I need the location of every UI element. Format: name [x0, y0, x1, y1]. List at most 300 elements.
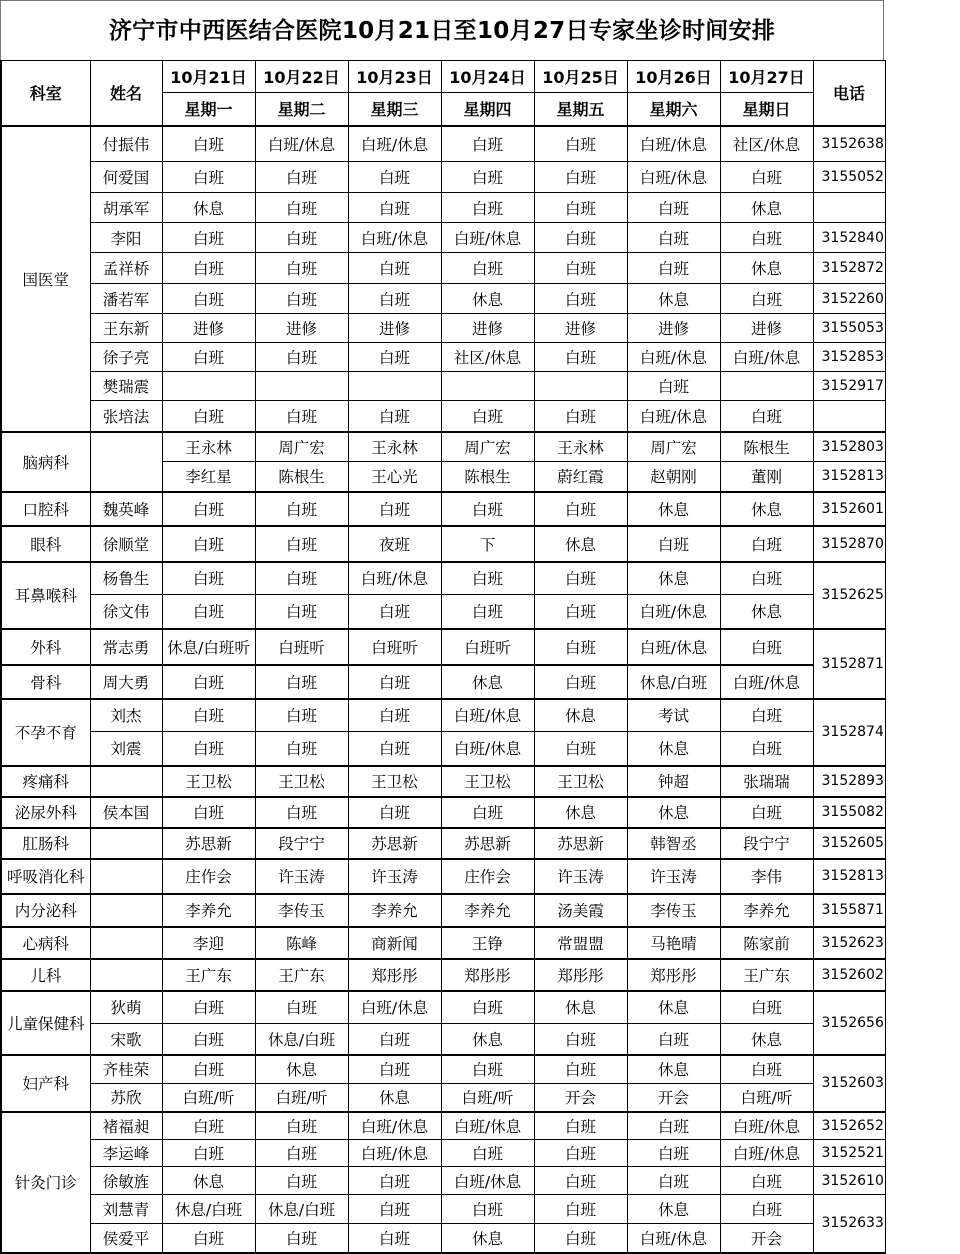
name-cell: 徐顺堂 — [90, 526, 162, 562]
schedule-cell: 白班 — [162, 223, 255, 253]
schedule-cell: 白班/听 — [441, 1084, 534, 1112]
name-cell: 侯本国 — [90, 797, 162, 828]
table-row — [1, 193, 885, 223]
schedule-cell: 陈根生 — [255, 462, 348, 492]
schedule-cell: 白班/休息 — [720, 1140, 813, 1167]
schedule-cell: 白班 — [720, 629, 813, 665]
table-row — [1, 526, 885, 562]
schedule-cell: 白班 — [720, 526, 813, 562]
phone-cell: 3152840 — [813, 223, 885, 253]
schedule-cell: 段宁宁 — [720, 828, 813, 859]
phone-cell: 3152813 — [813, 859, 885, 894]
phone-cell: 3155871 — [813, 894, 885, 927]
schedule-cell: 白班 — [348, 1195, 441, 1224]
schedule-cell: 苏思新 — [162, 828, 255, 859]
dept-cell: 疼痛科 — [1, 766, 90, 797]
schedule-cell: 休息 — [720, 253, 813, 284]
schedule-cell: 王铮 — [441, 927, 534, 959]
schedule-cell: 休息 — [627, 562, 720, 595]
schedule-cell: 白班 — [255, 732, 348, 766]
schedule-cell: 白班 — [348, 1224, 441, 1253]
schedule-cell: 周广宏 — [255, 432, 348, 462]
table-row — [1, 372, 885, 401]
name-cell: 徐敏旌 — [90, 1167, 162, 1195]
schedule-cell: 社区/休息 — [720, 126, 813, 162]
schedule-cell: 白班 — [255, 193, 348, 223]
schedule-cell: 王卫松 — [534, 766, 627, 797]
schedule-cell: 白班 — [534, 401, 627, 432]
schedule-cell: 白班 — [720, 284, 813, 314]
phone-cell: 3152638 — [813, 126, 885, 162]
schedule-cell: 白班/休息 — [348, 223, 441, 253]
name-cell — [90, 828, 162, 859]
weekday-header: 星期二 — [255, 93, 348, 126]
schedule-cell: 白班 — [255, 162, 348, 193]
date-header: 10月26日 — [627, 61, 720, 93]
schedule-cell: 考试 — [627, 699, 720, 732]
schedule-cell: 白班 — [627, 1167, 720, 1195]
dept-cell: 脑病科 — [1, 432, 90, 492]
schedule-cell: 白班 — [534, 343, 627, 372]
schedule-cell: 王卫松 — [441, 766, 534, 797]
schedule-cell: 王永林 — [348, 432, 441, 462]
schedule-cell: 白班/休息 — [627, 1224, 720, 1253]
schedule-cell: 陈根生 — [441, 462, 534, 492]
dept-cell: 妇产科 — [1, 1055, 90, 1112]
schedule-cell: 白班 — [162, 126, 255, 162]
weekday-header: 星期四 — [441, 93, 534, 126]
table-row — [1, 828, 885, 859]
schedule-cell: 白班/休息 — [255, 126, 348, 162]
schedule-cell: 白班 — [441, 1140, 534, 1167]
schedule-cell: 马艳晴 — [627, 927, 720, 959]
schedule-cell: 白班 — [441, 1055, 534, 1084]
schedule-cell: 白班 — [255, 797, 348, 828]
table-row — [1, 927, 885, 959]
schedule-cell: 白班 — [627, 526, 720, 562]
schedule-cell: 休息/白班 — [627, 665, 720, 699]
name-cell — [90, 959, 162, 991]
schedule-cell: 白班/休息 — [348, 1140, 441, 1167]
schedule-cell — [441, 372, 534, 401]
schedule-cell: 白班/休息 — [441, 1167, 534, 1195]
phone-cell: 3152605 — [813, 828, 885, 859]
schedule-cell: 休息 — [627, 732, 720, 766]
dept-cell: 肛肠科 — [1, 828, 90, 859]
schedule-cell — [162, 372, 255, 401]
schedule-cell: 休息 — [627, 284, 720, 314]
schedule-cell: 白班 — [255, 1112, 348, 1140]
table-row — [1, 1195, 885, 1224]
schedule-cell: 陈根生 — [720, 432, 813, 462]
schedule-cell: 白班 — [441, 126, 534, 162]
schedule-cell: 白班 — [162, 665, 255, 699]
schedule-cell: 白班 — [534, 253, 627, 284]
phone-cell: 3152853 — [813, 343, 885, 372]
dept-cell: 内分泌科 — [1, 894, 90, 927]
schedule-cell: 休息 — [441, 665, 534, 699]
schedule-cell — [255, 372, 348, 401]
table-row — [1, 1024, 885, 1055]
schedule-cell: 白班 — [162, 1224, 255, 1253]
schedule-cell: 白班 — [348, 1024, 441, 1055]
schedule-cell: 白班 — [534, 732, 627, 766]
name-cell: 褚福昶 — [90, 1112, 162, 1140]
table-row — [1, 894, 885, 927]
phone-cell: 3152603 — [813, 1055, 885, 1112]
table-row — [1, 665, 885, 699]
name-cell: 齐桂荣 — [90, 1055, 162, 1084]
schedule-cell: 开会 — [627, 1084, 720, 1112]
schedule-cell: 休息/白班 — [255, 1195, 348, 1224]
schedule-cell: 汤美霞 — [534, 894, 627, 927]
name-cell — [90, 766, 162, 797]
schedule-cell: 休息/白班 — [255, 1024, 348, 1055]
table-row — [1, 991, 885, 1024]
schedule-cell: 李红星 — [162, 462, 255, 492]
schedule-cell: 白班 — [162, 526, 255, 562]
schedule-cell: 白班 — [720, 1195, 813, 1224]
phone-cell: 3152870 — [813, 526, 885, 562]
name-cell: 杨鲁生 — [90, 562, 162, 595]
name-cell: 常志勇 — [90, 629, 162, 665]
schedule-cell: 白班听 — [441, 629, 534, 665]
schedule-cell: 白班 — [720, 1167, 813, 1195]
name-cell: 孟祥桥 — [90, 253, 162, 284]
schedule-cell: 白班 — [255, 343, 348, 372]
table-row — [1, 253, 885, 284]
phone-cell: 3152874 — [813, 699, 885, 766]
name-cell: 狄萌 — [90, 991, 162, 1024]
phone-cell: 3152260 — [813, 284, 885, 314]
schedule-cell: 进修 — [627, 314, 720, 343]
schedule-cell: 白班 — [348, 253, 441, 284]
schedule-cell: 夜班 — [348, 526, 441, 562]
schedule-cell: 白班 — [162, 1140, 255, 1167]
schedule-cell: 白班 — [720, 991, 813, 1024]
table-row — [1, 562, 885, 595]
schedule-cell: 白班 — [348, 343, 441, 372]
name-cell: 潘若军 — [90, 284, 162, 314]
schedule-cell: 进修 — [255, 314, 348, 343]
schedule-cell: 白班 — [441, 193, 534, 223]
name-cell: 刘慧青 — [90, 1195, 162, 1224]
schedule-cell: 白班 — [255, 253, 348, 284]
dept-cell: 国医堂 — [1, 126, 90, 432]
schedule-cell: 许玉涛 — [534, 859, 627, 894]
weekday-header: 星期一 — [162, 93, 255, 126]
schedule-cell: 白班 — [162, 343, 255, 372]
weekday-header: 星期六 — [627, 93, 720, 126]
schedule-cell: 休息 — [627, 991, 720, 1024]
phone-cell: 3152521 — [813, 1140, 885, 1167]
schedule-cell: 白班 — [348, 162, 441, 193]
schedule-cell: 白班 — [162, 1112, 255, 1140]
table-row — [1, 629, 885, 665]
dept-cell: 不孕不育 — [1, 699, 90, 766]
schedule-cell: 白班/休息 — [441, 223, 534, 253]
schedule-cell: 白班 — [720, 732, 813, 766]
schedule-cell: 白班 — [627, 223, 720, 253]
phone-cell: 3152602 — [813, 959, 885, 991]
schedule-cell: 白班/休息 — [627, 629, 720, 665]
schedule-cell: 商新闻 — [348, 927, 441, 959]
schedule-cell: 白班 — [720, 1055, 813, 1084]
schedule-cell — [720, 372, 813, 401]
name-cell: 徐文伟 — [90, 595, 162, 629]
table-row — [1, 492, 885, 526]
schedule-cell: 赵朝刚 — [627, 462, 720, 492]
schedule-cell: 白班 — [255, 699, 348, 732]
name-cell — [90, 927, 162, 959]
schedule-cell: 白班 — [162, 699, 255, 732]
phone-cell: 3152601 — [813, 492, 885, 526]
schedule-cell: 白班 — [441, 562, 534, 595]
schedule-cell: 李伟 — [720, 859, 813, 894]
dept-cell: 呼吸消化科 — [1, 859, 90, 894]
schedule-cell: 白班 — [534, 562, 627, 595]
table-row — [1, 343, 885, 372]
schedule-cell: 李养允 — [162, 894, 255, 927]
table-row — [1, 595, 885, 629]
schedule-cell: 白班 — [534, 162, 627, 193]
schedule-cell: 白班/休息 — [348, 1112, 441, 1140]
schedule-cell: 白班 — [720, 797, 813, 828]
schedule-cell: 休息 — [162, 193, 255, 223]
schedule-cell: 白班/休息 — [348, 126, 441, 162]
schedule-cell — [534, 372, 627, 401]
schedule-cell: 庄作会 — [441, 859, 534, 894]
dept-header: 科室 — [1, 61, 90, 126]
schedule-cell: 白班/休息 — [348, 991, 441, 1024]
schedule-cell: 休息 — [441, 1024, 534, 1055]
schedule-cell: 许玉涛 — [255, 859, 348, 894]
weekday-header: 星期五 — [534, 93, 627, 126]
schedule-cell: 白班 — [162, 562, 255, 595]
dept-cell: 口腔科 — [1, 492, 90, 526]
table-row — [1, 1084, 885, 1112]
schedule-cell: 白班 — [720, 562, 813, 595]
schedule-cell: 周广宏 — [441, 432, 534, 462]
name-cell: 王东新 — [90, 314, 162, 343]
schedule-cell: 白班 — [441, 1195, 534, 1224]
schedule-cell: 白班 — [348, 1055, 441, 1084]
name-cell: 刘震 — [90, 732, 162, 766]
schedule-cell: 王心光 — [348, 462, 441, 492]
dept-cell: 泌尿外科 — [1, 797, 90, 828]
schedule-cell: 张瑞瑞 — [720, 766, 813, 797]
name-cell: 何爱国 — [90, 162, 162, 193]
phone-cell: 3155082 — [813, 797, 885, 828]
schedule-cell: 董刚 — [720, 462, 813, 492]
schedule-cell: 陈家前 — [720, 927, 813, 959]
schedule-cell: 白班 — [255, 562, 348, 595]
name-cell: 胡承军 — [90, 193, 162, 223]
schedule-cell: 白班/听 — [255, 1084, 348, 1112]
schedule-cell: 王永林 — [534, 432, 627, 462]
dept-cell: 外科 — [1, 629, 90, 665]
phone-cell: 3152813 — [813, 462, 885, 492]
schedule-cell: 白班 — [441, 797, 534, 828]
schedule-cell: 休息 — [627, 1195, 720, 1224]
schedule-cell: 白班 — [720, 223, 813, 253]
name-cell: 张培法 — [90, 401, 162, 432]
schedule-cell: 白班 — [534, 1112, 627, 1140]
schedule-cell: 白班 — [162, 1055, 255, 1084]
schedule-cell: 白班 — [627, 253, 720, 284]
phone-cell: 3152871 — [813, 629, 885, 699]
schedule-cell: 白班 — [534, 629, 627, 665]
name-cell: 周大勇 — [90, 665, 162, 699]
schedule-cell: 白班 — [534, 1195, 627, 1224]
schedule-cell: 白班 — [162, 1024, 255, 1055]
schedule-cell: 白班 — [255, 492, 348, 526]
schedule-cell: 进修 — [720, 314, 813, 343]
name-cell — [90, 432, 162, 492]
weekday-header: 星期三 — [348, 93, 441, 126]
schedule-cell: 白班 — [534, 1140, 627, 1167]
schedule-cell: 白班/休息 — [441, 699, 534, 732]
schedule-cell: 进修 — [441, 314, 534, 343]
phone-cell: 3152872 — [813, 253, 885, 284]
schedule-cell: 白班 — [255, 401, 348, 432]
schedule-cell: 白班/休息 — [720, 665, 813, 699]
schedule-cell: 白班 — [255, 1224, 348, 1253]
schedule-cell: 王广东 — [255, 959, 348, 991]
schedule-cell: 白班 — [534, 595, 627, 629]
page-title: 济宁市中西医结合医院10月21日至10月27日专家坐诊时间安排 — [0, 0, 884, 60]
schedule-cell: 白班/休息 — [720, 1112, 813, 1140]
schedule-cell: 王卫松 — [255, 766, 348, 797]
schedule-cell: 郑彤彤 — [534, 959, 627, 991]
dept-cell: 心病科 — [1, 927, 90, 959]
date-header: 10月27日 — [720, 61, 813, 93]
name-cell: 侯爱平 — [90, 1224, 162, 1253]
name-cell: 刘杰 — [90, 699, 162, 732]
table-row — [1, 1055, 885, 1084]
schedule-cell: 白班 — [162, 492, 255, 526]
phone-cell: 3152656 — [813, 991, 885, 1055]
schedule-cell: 段宁宁 — [255, 828, 348, 859]
table-row — [1, 1140, 885, 1167]
schedule-cell: 白班/听 — [720, 1084, 813, 1112]
schedule-cell: 许玉涛 — [348, 859, 441, 894]
dept-cell: 针灸门诊 — [1, 1112, 90, 1253]
schedule-cell: 白班 — [162, 797, 255, 828]
schedule-cell: 白班/休息 — [441, 1112, 534, 1140]
schedule-cell: 白班 — [348, 732, 441, 766]
schedule-cell: 蔚红霞 — [534, 462, 627, 492]
table-row — [1, 797, 885, 828]
schedule-cell: 白班 — [534, 1055, 627, 1084]
schedule-cell: 李养允 — [348, 894, 441, 927]
schedule-cell: 休息 — [627, 797, 720, 828]
schedule-cell: 休息 — [162, 1167, 255, 1195]
schedule-cell: 休息 — [720, 492, 813, 526]
schedule-cell: 李传玉 — [627, 894, 720, 927]
schedule-cell: 白班 — [627, 372, 720, 401]
name-cell — [90, 859, 162, 894]
phone-cell: 3152917 — [813, 372, 885, 401]
schedule-cell: 李迎 — [162, 927, 255, 959]
schedule-cell: 休息/白班 — [162, 1195, 255, 1224]
schedule-cell: 进修 — [162, 314, 255, 343]
schedule-cell: 白班/休息 — [348, 562, 441, 595]
name-cell: 樊瑞震 — [90, 372, 162, 401]
table-row — [1, 401, 885, 432]
schedule-cell: 白班 — [534, 1224, 627, 1253]
phone-cell: 3155052 — [813, 162, 885, 193]
schedule-cell: 白班 — [348, 699, 441, 732]
schedule-cell: 休息 — [534, 526, 627, 562]
phone-header: 电话 — [813, 61, 885, 126]
schedule-cell: 白班 — [162, 162, 255, 193]
schedule-cell: 白班 — [441, 492, 534, 526]
schedule-cell: 白班/休息 — [441, 732, 534, 766]
schedule-cell: 休息 — [720, 193, 813, 223]
phone-cell: 3152625 — [813, 562, 885, 629]
phone-cell — [813, 193, 885, 223]
schedule-cell: 王广东 — [162, 959, 255, 991]
schedule-cell: 白班 — [255, 284, 348, 314]
phone-cell: 3152652 — [813, 1112, 885, 1140]
date-header: 10月23日 — [348, 61, 441, 93]
schedule-cell: 休息 — [255, 1055, 348, 1084]
phone-cell: 3152633 — [813, 1195, 885, 1253]
dept-cell: 眼科 — [1, 526, 90, 562]
schedule-cell: 白班 — [441, 401, 534, 432]
schedule-cell: 休息 — [534, 797, 627, 828]
table-row — [1, 314, 885, 343]
name-cell: 李阳 — [90, 223, 162, 253]
schedule-cell: 韩智丞 — [627, 828, 720, 859]
table-row — [1, 859, 885, 894]
schedule-cell: 白班/休息 — [627, 401, 720, 432]
schedule-cell: 郑彤彤 — [348, 959, 441, 991]
date-header: 10月24日 — [441, 61, 534, 93]
schedule-cell: 周广宏 — [627, 432, 720, 462]
schedule-cell: 白班 — [441, 991, 534, 1024]
schedule-cell: 白班 — [255, 223, 348, 253]
name-header: 姓名 — [90, 61, 162, 126]
schedule-cell: 白班 — [627, 1024, 720, 1055]
dept-cell: 儿科 — [1, 959, 90, 991]
schedule-cell: 白班 — [255, 1140, 348, 1167]
schedule-cell: 休息 — [534, 699, 627, 732]
name-cell: 付振伟 — [90, 126, 162, 162]
schedule-cell: 白班听 — [348, 629, 441, 665]
schedule-cell: 白班 — [534, 1167, 627, 1195]
name-cell — [90, 894, 162, 927]
schedule-cell: 休息 — [348, 1084, 441, 1112]
phone-cell: 3152893 — [813, 766, 885, 797]
schedule-cell: 李养允 — [720, 894, 813, 927]
schedule-cell: 白班/听 — [162, 1084, 255, 1112]
schedule-cell: 苏思新 — [348, 828, 441, 859]
schedule-cell: 白班 — [255, 991, 348, 1024]
phone-cell: 3155053 — [813, 314, 885, 343]
schedule-cell — [348, 372, 441, 401]
schedule-cell: 白班 — [255, 526, 348, 562]
table-row — [1, 766, 885, 797]
schedule-cell: 休息 — [627, 1055, 720, 1084]
phone-cell: 3152610 — [813, 1167, 885, 1195]
schedule-cell: 白班 — [162, 732, 255, 766]
phone-cell — [813, 401, 885, 432]
schedule-cell: 白班 — [162, 401, 255, 432]
schedule-cell: 白班 — [348, 193, 441, 223]
schedule-cell: 白班 — [348, 492, 441, 526]
